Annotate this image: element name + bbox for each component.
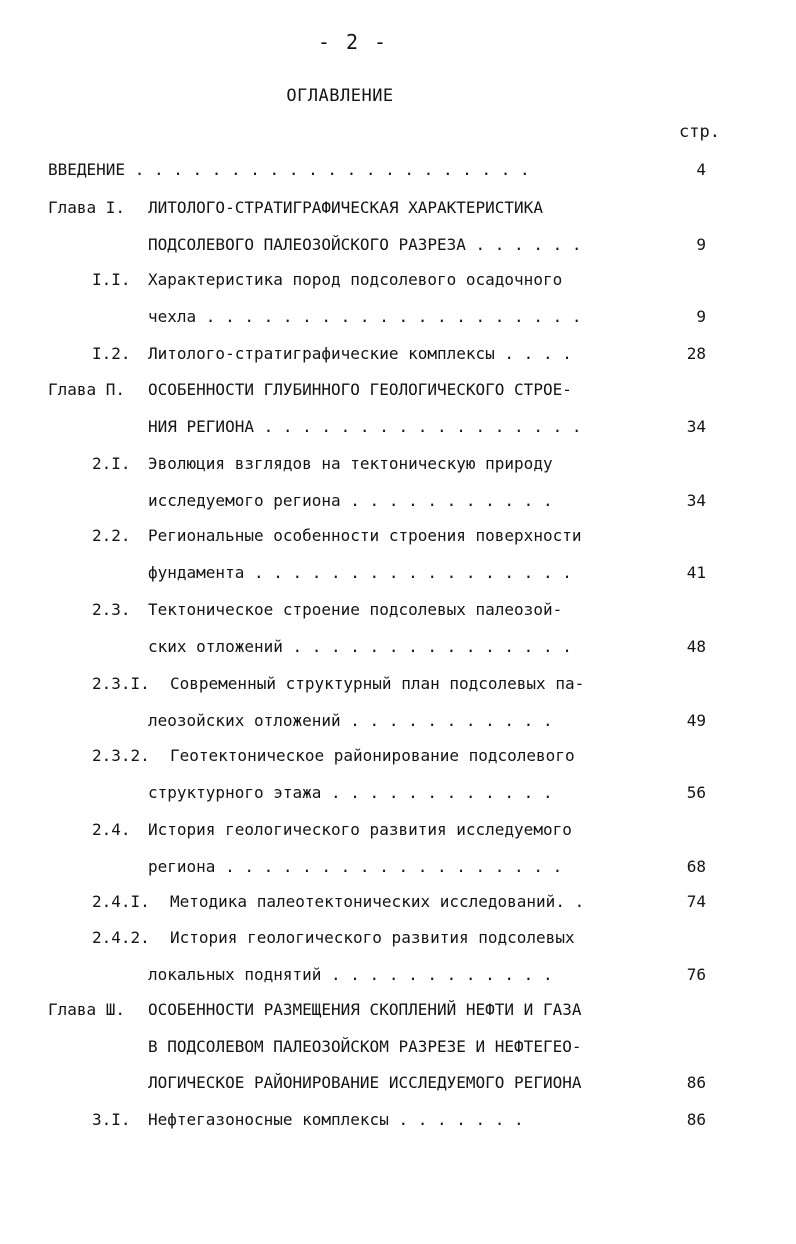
toc-entry-text: История геологического развития подсолевых bbox=[170, 928, 575, 947]
toc-entry-text: Современный структурный план подсолевых па- bbox=[170, 674, 585, 693]
toc-entry-number: 2.3.2. bbox=[92, 746, 150, 765]
toc-entry-text: НИЯ РЕГИОНА . . . . . . . . . . . . . . . . . bbox=[148, 416, 582, 436]
toc-entry-text: структурного этажа . . . . . . . . . . . . bbox=[148, 782, 553, 802]
toc-entry-page: 86 bbox=[686, 1110, 706, 1129]
toc-entry-text: ВВЕДЕНИЕ . . . . . . . . . . . . . . . . . . . . . bbox=[48, 160, 530, 179]
toc-entry-page: 9 bbox=[696, 306, 706, 326]
toc-entry-page: 41 bbox=[686, 562, 706, 582]
toc-entry-number: 2.4.2. bbox=[92, 928, 150, 947]
toc-entry-text: фундамента . . . . . . . . . . . . . . . . . bbox=[148, 562, 572, 582]
toc-entry-number: Глава Ш. bbox=[48, 1000, 126, 1019]
toc-entry-text: Литолого-стратиграфические комплексы . . . . bbox=[148, 344, 572, 363]
toc-entry-number: 2.4.I. bbox=[92, 892, 150, 911]
toc-entry-number: 3.I. bbox=[92, 1110, 131, 1129]
toc-entry-number: 2.3. bbox=[92, 600, 131, 619]
toc-entry-text: ских отложений . . . . . . . . . . . . . . . bbox=[148, 636, 572, 656]
toc-entry-number: 2.4. bbox=[92, 820, 131, 839]
toc-entry-page: 74 bbox=[686, 892, 706, 911]
page-number: - 2 - bbox=[317, 30, 389, 54]
toc-entry-page: 76 bbox=[686, 964, 706, 984]
toc-entry-text: ЛИТОЛОГО-СТРАТИГРАФИЧЕСКАЯ ХАРАКТЕРИСТИКА bbox=[148, 198, 543, 217]
toc-entry-text: исследуемого региона . . . . . . . . . . . bbox=[148, 490, 553, 510]
toc-entry-text: ОСОБЕННОСТИ РАЗМЕЩЕНИЯ СКОПЛЕНИЙ НЕФТИ И ГАЗА bbox=[148, 1000, 582, 1019]
toc-entry-page: 4 bbox=[696, 160, 706, 179]
toc-entry-number: I.2. bbox=[92, 344, 131, 363]
toc-entry-page: 48 bbox=[686, 636, 706, 656]
toc-entry-page: 49 bbox=[686, 710, 706, 730]
toc-entry-number: 2.2. bbox=[92, 526, 131, 545]
toc-entry-text: леозойских отложений . . . . . . . . . . . bbox=[148, 710, 553, 730]
toc-title: ОГЛАВЛЕНИЕ bbox=[286, 86, 394, 106]
toc-entry-text: Геотектоническое районирование подсолевого bbox=[170, 746, 575, 765]
toc-entry-text: В ПОДСОЛЕВОМ ПАЛЕОЗОЙСКОМ РАЗРЕЗЕ И НЕФТЕГЕО- bbox=[148, 1036, 582, 1056]
toc-entry-page: 34 bbox=[686, 416, 706, 436]
toc-entry-text: Характеристика пород подсолевого осадочного bbox=[148, 270, 563, 289]
toc-entry-text: Тектоническое строение подсолевых палеозой- bbox=[148, 600, 563, 619]
toc-entry-number: 2.3.I. bbox=[92, 674, 150, 693]
page-column-label: стр. bbox=[679, 122, 720, 142]
toc-entry-number: Глава П. bbox=[48, 380, 126, 399]
toc-entry-text: Нефтегазоносные комплексы . . . . . . . bbox=[148, 1110, 524, 1129]
toc-entry-text: чехла . . . . . . . . . . . . . . . . . . . . bbox=[148, 306, 582, 326]
toc-entry-text: ПОДСОЛЕВОГО ПАЛЕОЗОЙСКОГО РАЗРЕЗА . . . . . . bbox=[148, 234, 582, 254]
toc-entry-text: локальных поднятий . . . . . . . . . . . . bbox=[148, 964, 553, 984]
toc-entry-page: 56 bbox=[686, 782, 706, 802]
toc-entry-number: 2.I. bbox=[92, 454, 131, 473]
toc-entry-page: 34 bbox=[686, 490, 706, 510]
toc-entry-page: 86 bbox=[686, 1073, 706, 1092]
toc-entry-page: 9 bbox=[696, 234, 706, 254]
toc-entry-text: региона . . . . . . . . . . . . . . . . . . bbox=[148, 856, 563, 876]
toc-entry-text: ЛОГИЧЕСКОЕ РАЙОНИРОВАНИЕ ИССЛЕДУЕМОГО РЕГИОНА bbox=[148, 1073, 582, 1092]
toc-entry-page: 68 bbox=[686, 856, 706, 876]
toc-entry-text: ОСОБЕННОСТИ ГЛУБИННОГО ГЕОЛОГИЧЕСКОГО СТРОЕ- bbox=[148, 380, 572, 399]
toc-entry-text: Региональные особенности строения поверхности bbox=[148, 526, 582, 545]
toc-entry-page: 28 bbox=[686, 344, 706, 363]
toc-entry-text: Методика палеотектонических исследований. . bbox=[170, 892, 585, 911]
toc-entry-number: I.I. bbox=[92, 270, 131, 289]
toc-entry-text: История геологического развития исследуемого bbox=[148, 820, 572, 839]
toc-entry-text: Эволюция взглядов на тектоническую природу bbox=[148, 454, 553, 473]
toc-entry-number: Глава I. bbox=[48, 198, 126, 217]
